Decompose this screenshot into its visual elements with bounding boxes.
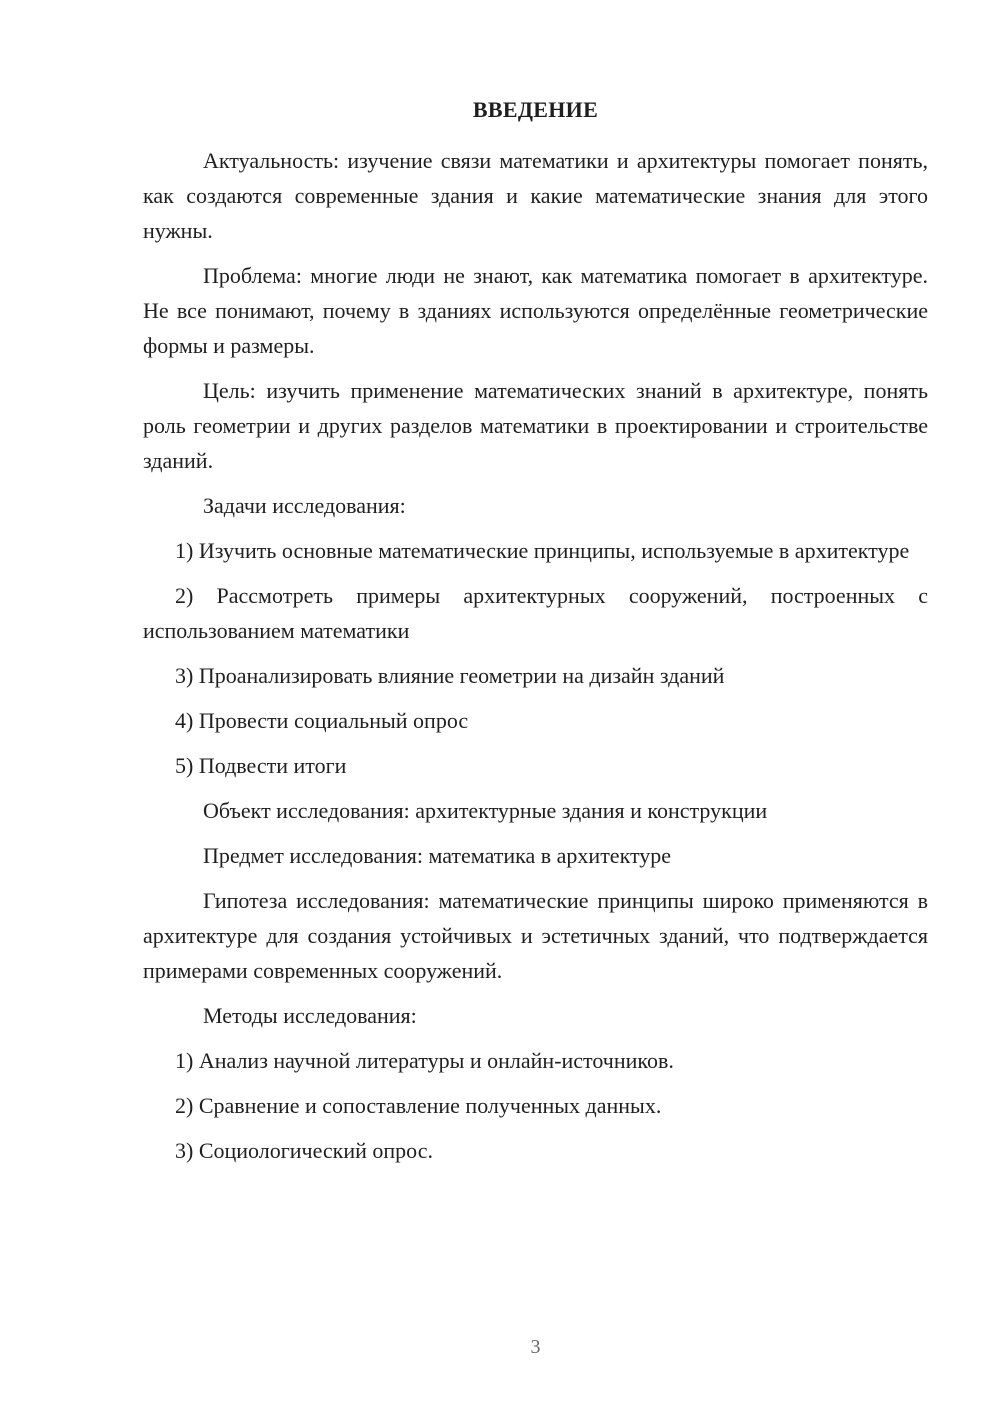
task-item: 2) Рассмотреть примеры архитектурных сооружений, построенных с использованием математики	[143, 583, 928, 643]
methods-heading: Методы исследования:	[203, 1003, 417, 1028]
method-item: 1) Анализ научной литературы и онлайн-источников.	[175, 1048, 674, 1073]
task-item: 4) Провести социальный опрос	[175, 708, 469, 733]
task-item: 1) Изучить основные математические принципы, используемые в архитектуре	[175, 538, 910, 563]
tasks-heading: Задачи исследования:	[203, 493, 406, 518]
task-item: 3) Проанализировать влияние геометрии на дизайн зданий	[175, 663, 725, 688]
document-page	[143, 0, 928, 1414]
task-item: 5) Подвести итоги	[175, 753, 347, 778]
research-object: Объект исследования: архитектурные здания и конструкции	[203, 798, 768, 823]
problem-paragraph: Проблема: многие люди не знают, как математика помогает в архитектуре. Не все понимают, почему в зданиях используются определённые геометрические формы и размеры.	[143, 263, 928, 358]
page-number: 3	[530, 1336, 541, 1358]
section-title: ВВЕДЕНИЕ	[472, 97, 599, 122]
research-hypothesis: Гипотеза исследования: математические принципы широко применяются в архитектуре для создания устойчивых и эстетичных зданий, что подтверждается примерами современных сооружений.	[143, 888, 928, 983]
goal-paragraph: Цель: изучить применение математических знаний в архитектуре, понять роль геометрии и других разделов математики в проектировании и строительстве зданий.	[143, 378, 928, 473]
method-item: 3) Социологический опрос.	[175, 1138, 433, 1163]
method-item: 2) Сравнение и сопоставление полученных данных.	[175, 1093, 662, 1118]
research-subject: Предмет исследования: математика в архитектуре	[203, 843, 672, 868]
section-body	[143, 143, 928, 1178]
relevance-paragraph: Актуальность: изучение связи математики и архитектуры помогает понять, как создаются современные здания и какие математические знания для этого нужны.	[143, 148, 928, 243]
